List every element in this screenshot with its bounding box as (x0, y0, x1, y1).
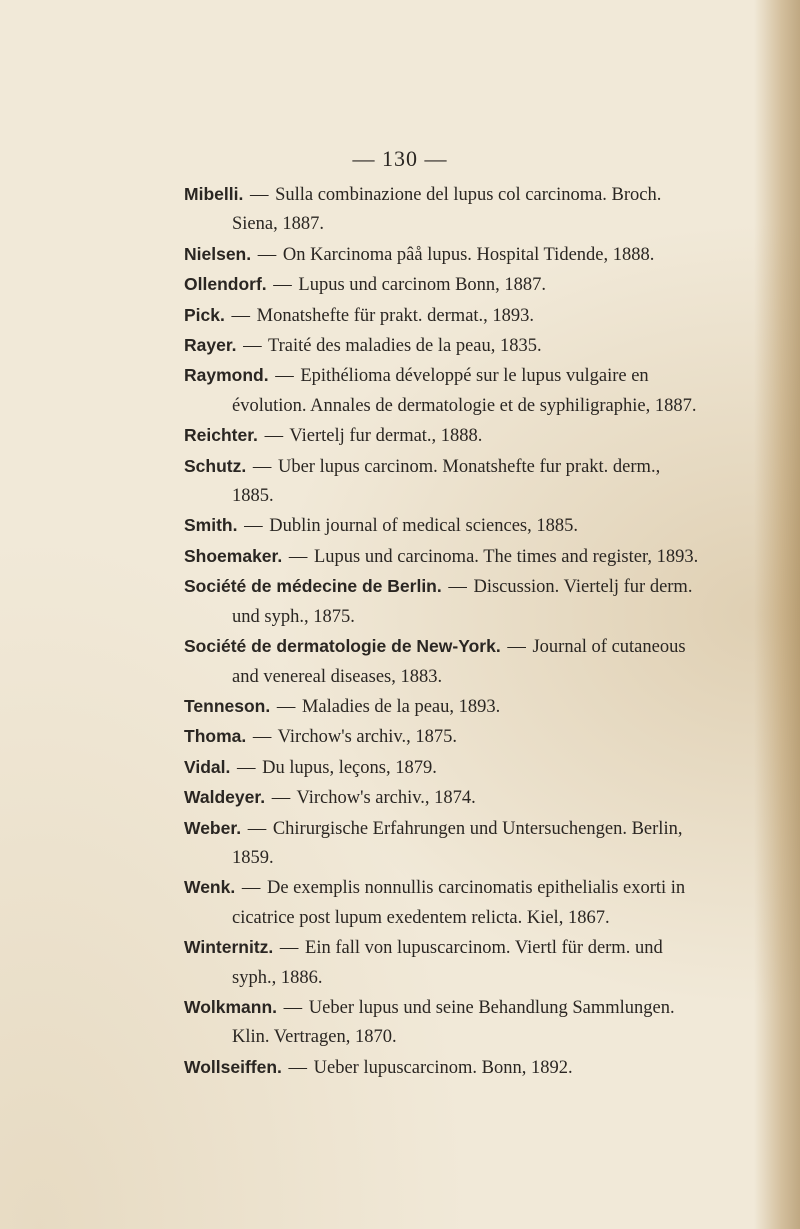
entry-text: Ueber lupus und seine Behandlung Sammlungen. Klin. Vertragen, 1870. (232, 997, 675, 1048)
entry-separator: — (279, 938, 299, 959)
entry-text: Discussion. Viertelj fur derm. und syph., 1875. (232, 577, 693, 627)
entry-text: Epithélioma développé sur le lupus vulgaire en évolution. Annales de dermatologie et de syphiligraphie, 1887. (232, 366, 697, 416)
entry-text: Virchow's archiv., 1875. (277, 727, 457, 748)
entry-text: Chirurgische Erfahrungen und Untersuchengen. Berlin, 1859. (232, 818, 683, 868)
entry-text: Traité des maladies de la peau, 1835. (267, 336, 542, 357)
entry-author: Ollendorf. (184, 274, 267, 295)
bibliography-list (184, 180, 704, 1083)
bibliography-entry (184, 301, 704, 331)
entry-author: Nielsen. (184, 243, 252, 264)
entry-author: Waldeyer. (184, 787, 266, 808)
entry-separator: — (288, 1057, 308, 1078)
entry-author: Shoemaker. (184, 545, 283, 566)
entry-text: Dublin journal of medical sciences, 1885. (269, 516, 578, 537)
bibliography-entry (184, 632, 704, 692)
bibliography-entry (184, 722, 704, 752)
entry-author: Wollseiffen. (184, 1056, 282, 1077)
entry-text: Viertelj fur dermat., 1888. (289, 426, 483, 447)
bibliography-entry (184, 452, 704, 512)
entry-separator: — (243, 336, 262, 357)
entry-text: Lupus und carcinoma. The times and register, 1893. (314, 546, 699, 567)
entry-text: Ueber lupuscarcinom. Bonn, 1892. (313, 1057, 573, 1078)
bibliography-entry (184, 421, 704, 451)
entry-separator: — (257, 244, 277, 265)
entry-author: Reichter. (184, 425, 258, 446)
entry-separator: — (247, 818, 267, 839)
entry-separator: — (273, 275, 292, 296)
bibliography-entry (184, 873, 704, 933)
entry-separator: — (276, 696, 296, 717)
bibliography-entry (184, 270, 704, 300)
entry-text: Lupus und carcinom Bonn, 1887. (298, 275, 547, 296)
entry-text: Maladies de la peau, 1893. (301, 696, 501, 717)
entry-separator: — (264, 426, 284, 447)
bibliography-entry (184, 814, 704, 874)
entry-author: Winternitz. (184, 937, 274, 958)
entry-separator: — (249, 185, 269, 205)
entry-separator: — (252, 727, 272, 748)
entry-author: Schutz. (184, 455, 247, 476)
entry-author: Rayer. (184, 335, 237, 356)
entry-text: Ein fall von lupuscarcinom. Viertl für derm. und syph., 1886. (232, 938, 663, 988)
page-number: — 130 — (352, 146, 448, 171)
entry-separator: — (237, 757, 256, 778)
entry-author: Thoma. (184, 726, 247, 747)
entry-text: De exemplis nonnullis carcinomatis epithelialis exorti in cicatrice post lupum exedentem relicta. Kiel, 1867. (232, 878, 686, 928)
bibliography-entry (184, 240, 704, 270)
bibliography-entry (184, 753, 704, 783)
entry-separator: — (252, 456, 272, 477)
bibliography-entry (184, 783, 704, 813)
entry-text: Journal of cutaneous and venereal diseases, 1883. (232, 637, 686, 687)
bibliography-entry (184, 572, 704, 632)
entry-text: On Karcinoma pâå lupus. Hospital Tidende, 1888. (282, 244, 655, 265)
entry-separator: — (448, 577, 467, 598)
page-edge-shadow (754, 0, 800, 1229)
entry-text: Du lupus, leçons, 1879. (262, 757, 437, 778)
entry-author: Weber. (184, 817, 242, 838)
entry-author: Smith. (184, 515, 238, 536)
bibliography-entry (184, 542, 704, 572)
entry-separator: — (283, 997, 303, 1018)
entry-separator: — (231, 305, 250, 326)
entry-text: Virchow's archiv., 1874. (296, 788, 476, 809)
entry-text: Uber lupus carcinom. Monatshefte fur prakt. derm., 1885. (232, 456, 661, 507)
entry-text: Sulla combinazione del lupus col carcinoma. Broch. Siena, 1887. (232, 185, 662, 235)
entry-author: Société de médecine de Berlin. (184, 576, 442, 597)
bibliography-entry (184, 993, 704, 1053)
entry-author: Raymond. (184, 365, 269, 386)
entry-author: Tenneson. (184, 695, 271, 716)
entry-separator: — (271, 788, 291, 809)
entry-separator: — (507, 637, 526, 658)
entry-separator: — (244, 516, 263, 537)
entry-author: Wenk. (184, 877, 236, 898)
entry-separator: — (288, 546, 308, 567)
entry-text: Monatshefte für prakt. dermat., 1893. (256, 305, 535, 326)
entry-separator: — (241, 878, 261, 899)
entry-author: Mibelli. (184, 184, 244, 204)
bibliography-entry (184, 361, 704, 421)
bibliography-entry (184, 1053, 704, 1083)
bibliography-entry (184, 180, 704, 240)
entry-author: Pick. (184, 304, 225, 325)
bibliography-entry (184, 933, 704, 993)
bibliography-entry (184, 511, 704, 541)
entry-author: Wolkmann. (184, 996, 278, 1017)
bibliography-entry (184, 331, 704, 361)
entry-separator: — (275, 366, 294, 387)
entry-author: Vidal. (184, 756, 231, 777)
bibliography-entry (184, 692, 704, 722)
entry-author: Société de dermatologie de New-York. (184, 636, 501, 657)
